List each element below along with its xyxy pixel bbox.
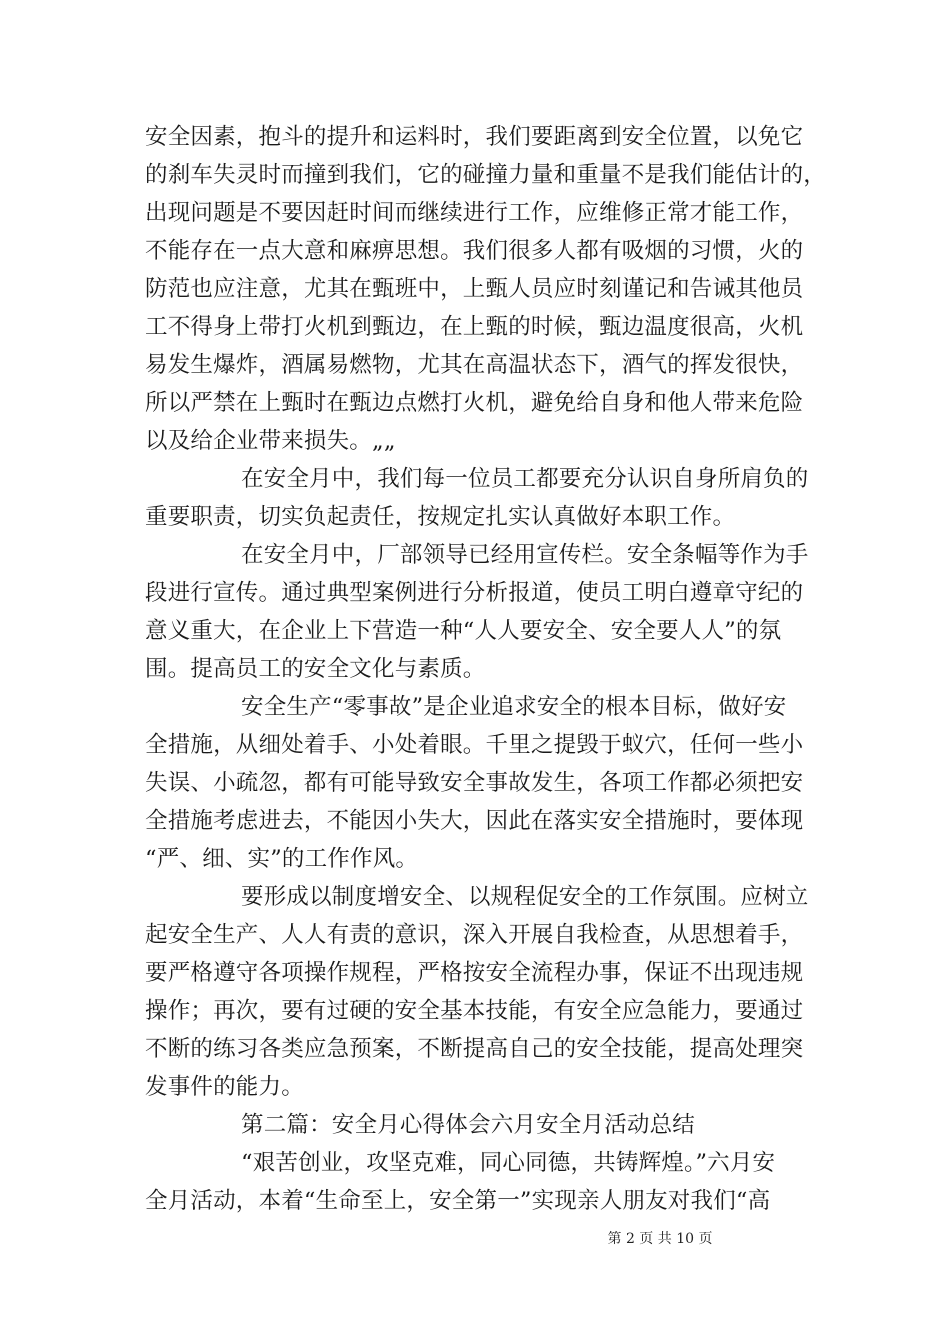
document-body (145, 118, 827, 1220)
body-line: “严、细、实”的工作作风。 (145, 846, 419, 872)
body-line: 不断的练习各类应急预案，不断提高自己的安全技能，提高处理突 (145, 1036, 804, 1062)
body-line: 的刹车失灵时而撞到我们，它的碰撞力量和重量不是我们能估计的， (145, 162, 827, 188)
paragraph-start-line: “艰苦创业，攻坚克难，同心同德，共铸辉煌。”六月安 (241, 1150, 776, 1176)
body-line: 操作；再次，要有过硬的安全基本技能，有安全应急能力，要通过 (145, 998, 804, 1024)
body-line: 要严格遵守各项操作规程，严格按安全流程办事，保证不出现违规 (145, 960, 804, 986)
body-line: 全措施，从细处着手、小处着眼。千里之提毁于蚁穴，任何一些小 (145, 732, 804, 758)
body-line: 不能存在一点大意和麻痹思想。我们很多人都有吸烟的习惯，火的 (145, 238, 804, 264)
paragraph-start-line: 安全生产“零事故”是企业追求安全的根本目标，做好安 (241, 694, 787, 720)
page-number: 第 2 页 共 10 页 (607, 1231, 713, 1247)
body-line: 安全因素，抱斗的提升和运料时，我们要距离到安全位置，以免它 (145, 124, 804, 150)
body-line: 全月活动，本着“生命至上，安全第一”实现亲人朋友对我们“高 (145, 1188, 771, 1214)
paragraph-start-line: 在安全月中，厂部领导已经用宣传栏。安全条幅等作为手 (241, 542, 809, 568)
body-line: 段进行宣传。通过典型案例进行分析报道，使员工明白遵章守纪的 (145, 580, 804, 606)
body-line: 易发生爆炸，酒属易燃物，尤其在高温状态下，酒气的挥发很快， (145, 352, 804, 378)
body-line: 失误、小疏忽，都有可能导致安全事故发生，各项工作都必须把安 (145, 770, 804, 796)
body-line: 发事件的能力。 (145, 1074, 304, 1100)
body-line: 工不得身上带打火机到甄边，在上甄的时候，甄边温度很高，火机 (145, 314, 804, 340)
body-line: 围。提高员工的安全文化与素质。 (145, 656, 486, 682)
body-line: 重要职责，切实负起责任，按规定扎实认真做好本职工作。 (145, 504, 736, 530)
paragraph-start-line: 在安全月中，我们每一位员工都要充分认识自身所肩负的 (241, 466, 809, 492)
body-line: 所以严禁在上甄时在甄边点燃打火机，避免给自身和他人带来危险 (145, 390, 804, 416)
paragraph-start-line: 要形成以制度增安全、以规程促安全的工作氛围。应树立 (241, 884, 809, 910)
section-heading: 第二篇：安全月心得体会六月安全月活动总结 (241, 1112, 696, 1138)
body-line: 出现问题是不要因赶时间而继续进行工作，应维修正常才能工作， (145, 200, 804, 226)
body-line: 防范也应注意，尤其在甄班中，上甄人员应时刻谨记和告诫其他员 (145, 276, 804, 302)
page-footer (0, 1228, 950, 1248)
body-line: 全措施考虑进去，不能因小失大，因此在落实安全措施时，要体现 (145, 808, 804, 834)
body-line: 意义重大，在企业上下营造一种“人人要安全、安全要人人”的氛 (145, 618, 782, 644)
body-line: 起安全生产、人人有责的意识，深入开展自我检查，从思想着手， (145, 922, 804, 948)
body-line: 以及给企业带来损失。„„ (145, 428, 396, 454)
